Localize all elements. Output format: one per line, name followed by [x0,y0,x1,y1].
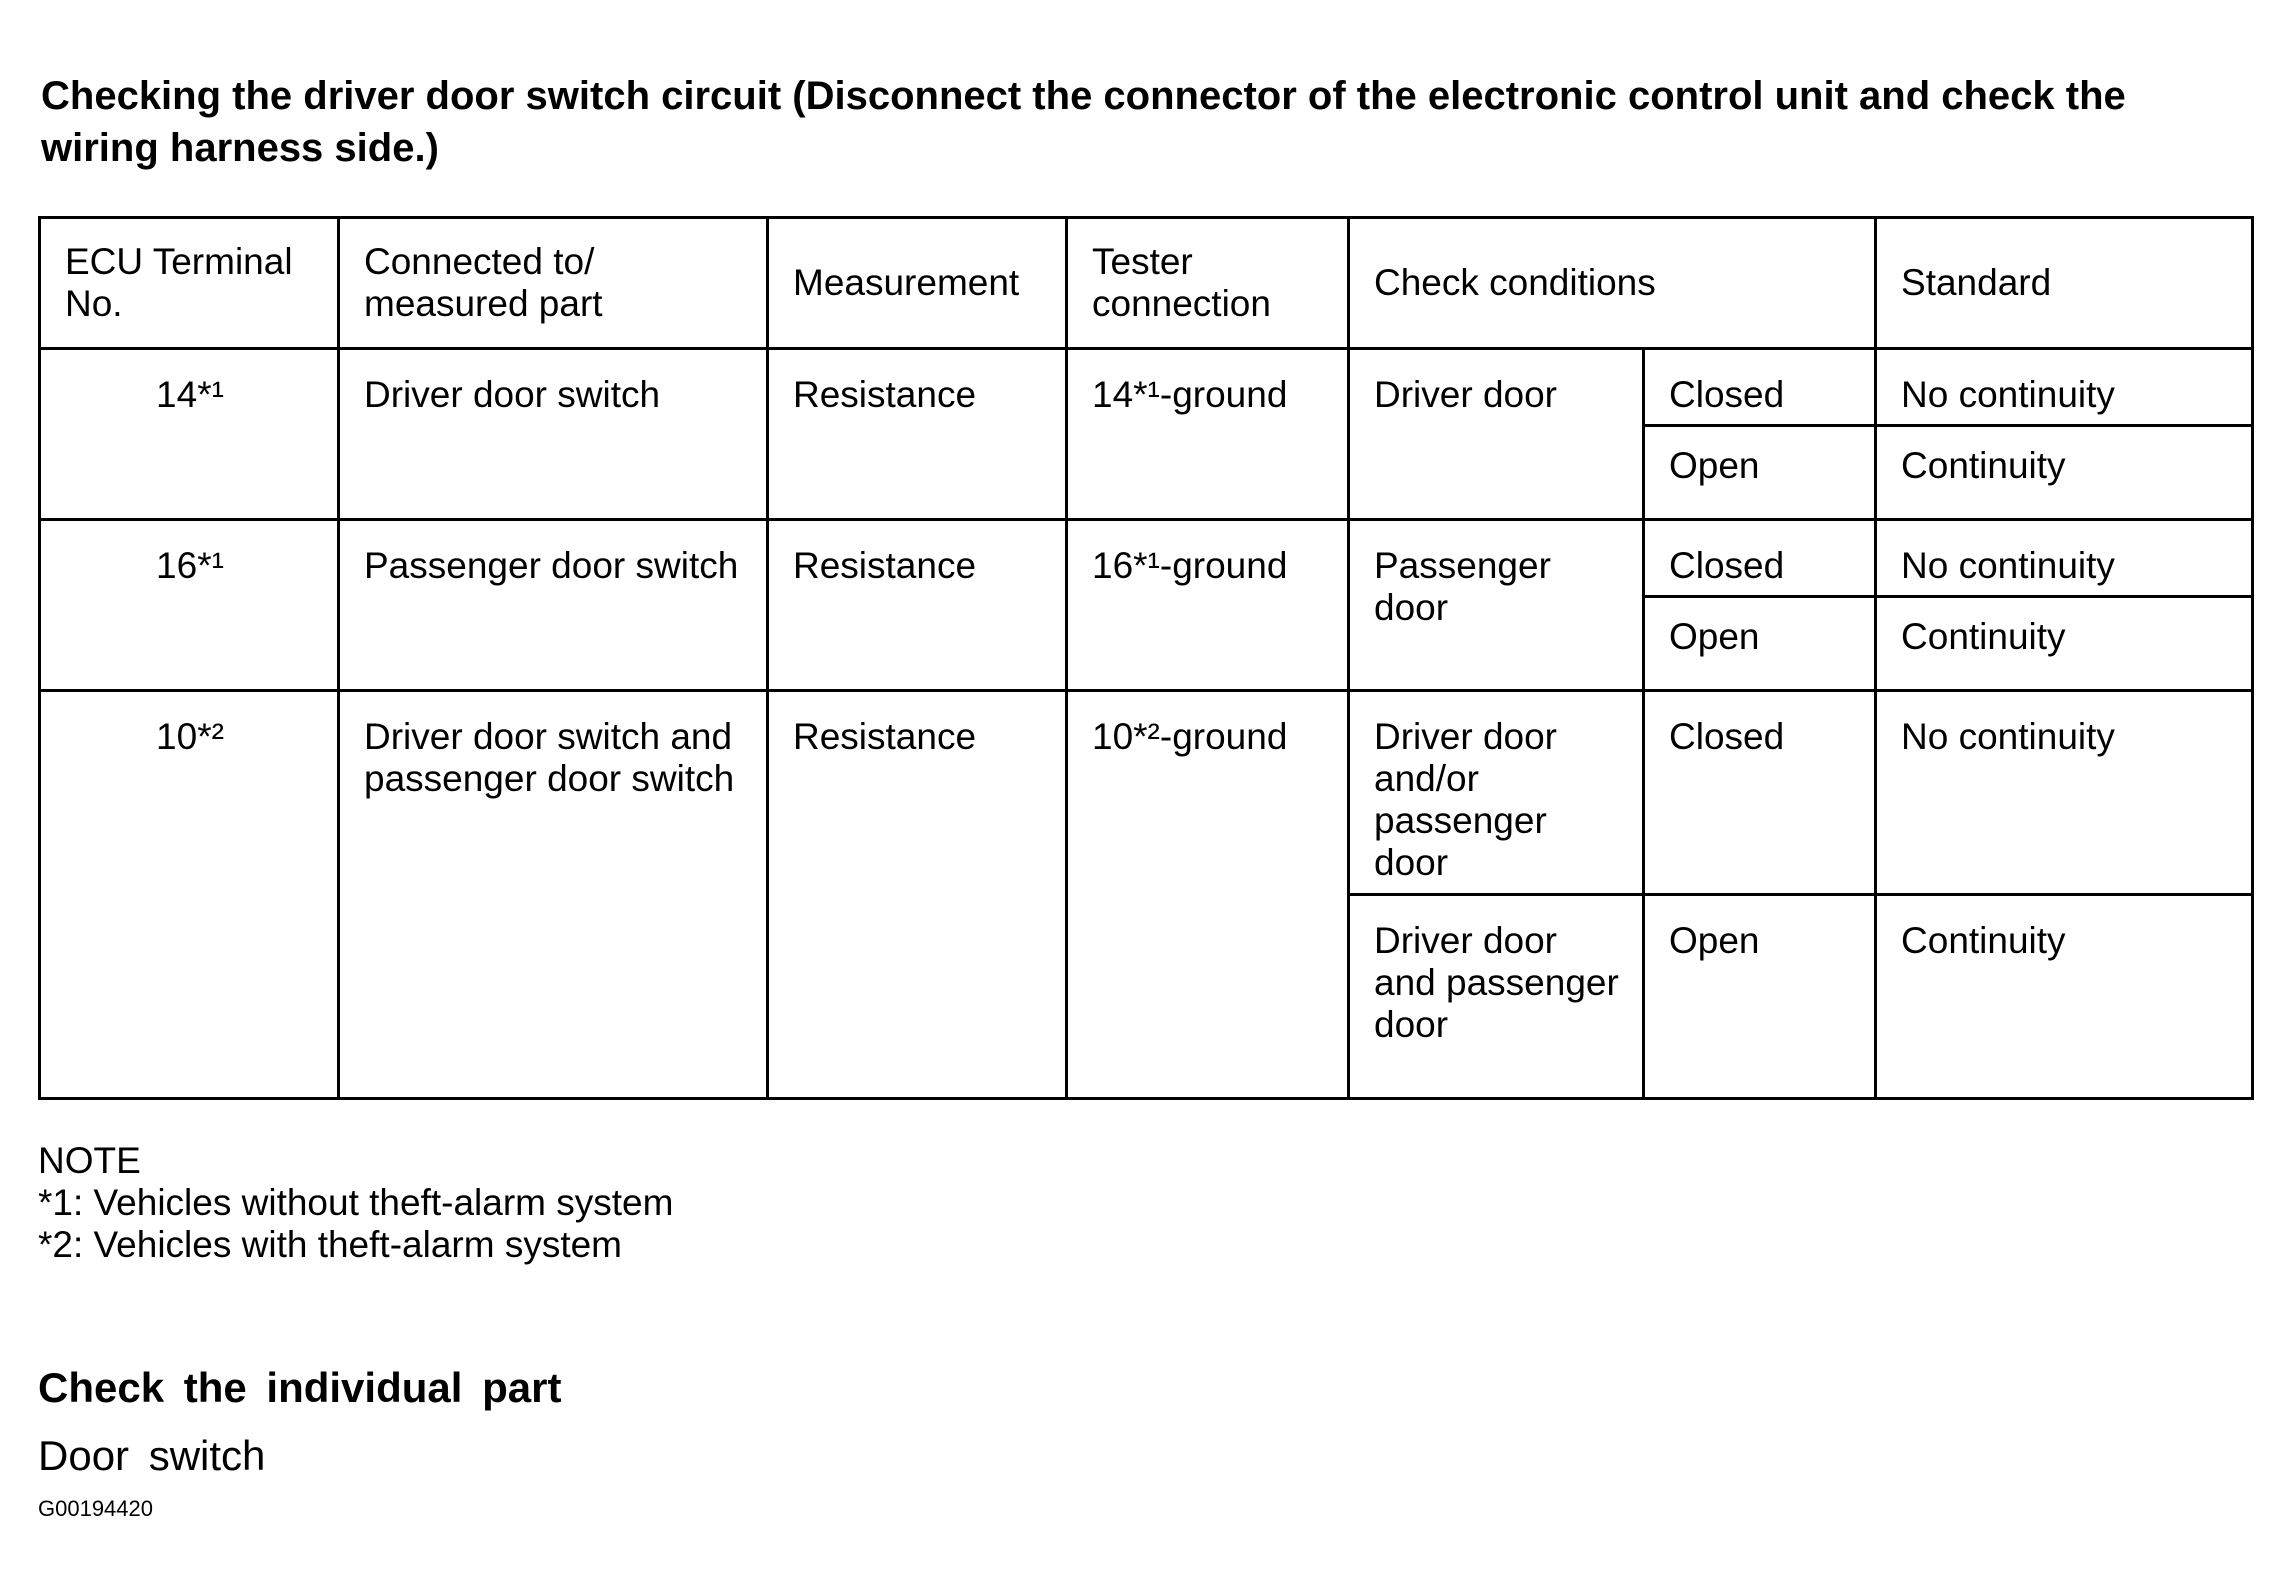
part-name: Door switch [38,1432,266,1479]
standard-cell: Continuity [1876,426,2253,520]
part-cell: Driver door switch [339,349,768,520]
measurement-cell: Resistance [768,520,1067,691]
condition-cell: Driver door and passenger door [1349,895,1644,1099]
table-header-row [40,218,2253,349]
header-standard: Standard [1876,218,2253,349]
header-ecu-terminal: ECU Terminal No. [40,218,339,349]
terminal-cell: 16*¹ [40,520,339,691]
tester-cell: 10*²-ground [1067,691,1349,1099]
part-cell: Driver door switch and passenger door switch [339,691,768,1099]
figure-id: G00194420 [38,1496,153,1521]
tester-cell: 14*¹-ground [1067,349,1349,520]
note-line-1: *1: Vehicles without theft-alarm system [38,1182,674,1223]
tester-cell: 16*¹-ground [1067,520,1349,691]
state-cell: Open [1644,895,1876,1099]
table-row [40,349,2253,426]
terminal-cell: 14*¹ [40,349,339,520]
standard-cell: Continuity [1876,597,2253,691]
page-heading: Checking the driver door switch circuit (Disconnect the connector of the electronic control unit and check the wiring harness side.) [41,74,2126,170]
note-line-2: *2: Vehicles with theft-alarm system [38,1224,622,1265]
header-tester-connection: Tester connection [1067,218,1349,349]
state-cell: Closed [1644,691,1876,895]
circuit-check-table [38,216,2251,1096]
condition-cell: Passenger door [1349,520,1644,691]
terminal-cell: 10*² [40,691,339,1099]
note-title: NOTE [38,1140,141,1181]
state-cell: Closed [1644,349,1876,426]
measurement-cell: Resistance [768,349,1067,520]
standard-cell: No continuity [1876,520,2253,597]
state-cell: Closed [1644,520,1876,597]
header-connected-to: Connected to/ measured part [339,218,768,349]
standard-cell: Continuity [1876,895,2253,1099]
footnote-block [38,1140,673,1266]
table-row [40,691,2253,895]
state-cell: Open [1644,597,1876,691]
section-heading: Check the individual part [38,1364,562,1411]
standard-cell: No continuity [1876,349,2253,426]
header-check-conditions: Check conditions [1349,218,1876,349]
condition-cell: Driver door [1349,349,1644,520]
header-measurement: Measurement [768,218,1067,349]
measurement-cell: Resistance [768,691,1067,1099]
condition-cell: Driver door and/or passenger door [1349,691,1644,895]
part-cell: Passenger door switch [339,520,768,691]
standard-cell: No continuity [1876,691,2253,895]
state-cell: Open [1644,426,1876,520]
table-row [40,520,2253,597]
